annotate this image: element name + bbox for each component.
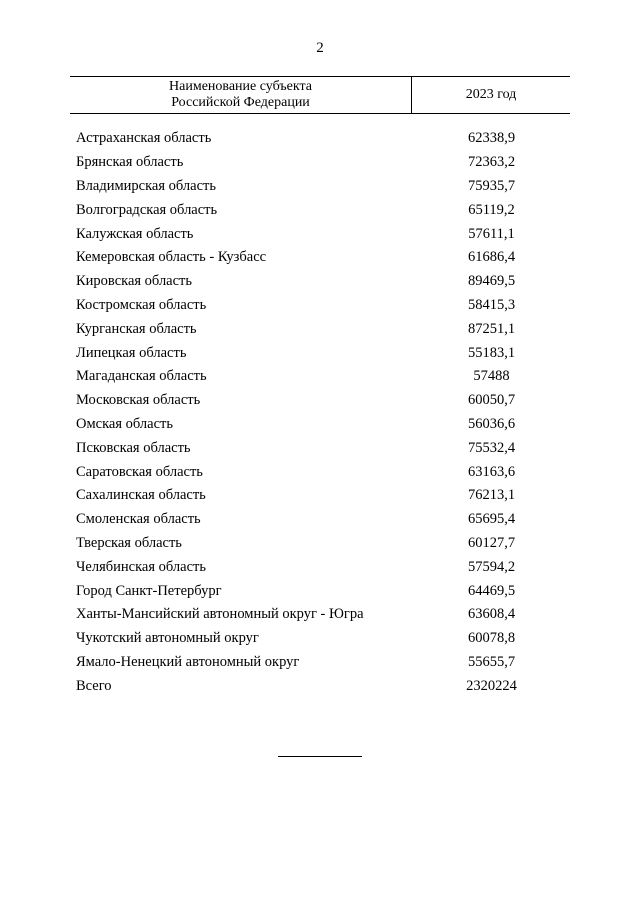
table-row bbox=[70, 508, 570, 532]
region-value: 60078,8 bbox=[467, 630, 516, 647]
table-row bbox=[70, 270, 570, 294]
table-row bbox=[70, 341, 570, 365]
header-region-name bbox=[70, 77, 412, 113]
region-value: 55655,7 bbox=[467, 653, 516, 670]
page-number: 2 bbox=[316, 40, 324, 56]
header-year: 2023 год bbox=[465, 87, 517, 102]
table-row bbox=[70, 246, 570, 270]
table-row bbox=[70, 317, 570, 341]
region-name: Ханты-Мансийский автономный округ - Югра bbox=[76, 606, 364, 623]
region-value: 87251,1 bbox=[467, 320, 516, 337]
region-name: Брянская область bbox=[76, 154, 184, 171]
region-value: 63163,6 bbox=[467, 463, 516, 480]
region-name: Магаданская область bbox=[76, 368, 207, 385]
region-value: 89469,5 bbox=[467, 273, 516, 290]
table-row bbox=[70, 151, 570, 175]
region-name: Калужская область bbox=[76, 225, 194, 242]
table-row bbox=[70, 294, 570, 318]
table-row bbox=[70, 436, 570, 460]
table-row bbox=[70, 484, 570, 508]
region-value: 64469,5 bbox=[467, 582, 516, 599]
table-row bbox=[70, 127, 570, 151]
table-row bbox=[70, 651, 570, 675]
region-value: 58415,3 bbox=[467, 296, 516, 313]
region-value: 2320224 bbox=[466, 677, 517, 694]
table-row bbox=[70, 555, 570, 579]
region-name: Московская область bbox=[76, 392, 201, 409]
table-row bbox=[70, 175, 570, 199]
table-row bbox=[70, 627, 570, 651]
region-value: 55183,1 bbox=[467, 344, 516, 361]
table-row bbox=[70, 222, 570, 246]
region-name: Астраханская область bbox=[76, 130, 212, 147]
region-name: Омская область bbox=[76, 415, 173, 432]
region-value: 65695,4 bbox=[467, 511, 516, 528]
region-name: Ямало-Ненецкий автономный округ bbox=[76, 653, 300, 670]
region-value: 57488 bbox=[473, 368, 510, 385]
region-value: 61686,4 bbox=[467, 249, 516, 266]
header-region-name-line1: Наименование субъекта bbox=[169, 79, 312, 94]
table-row bbox=[70, 365, 570, 389]
region-name: Владимирская область bbox=[76, 177, 216, 194]
region-name: Тверская область bbox=[76, 534, 182, 551]
region-name: Волгоградская область bbox=[76, 201, 218, 218]
table-body bbox=[70, 127, 570, 698]
region-name: Костромская область bbox=[76, 296, 207, 313]
region-value: 60050,7 bbox=[467, 392, 516, 409]
region-value: 65119,2 bbox=[468, 201, 515, 218]
region-name: Смоленская область bbox=[76, 511, 201, 528]
table-row bbox=[70, 460, 570, 484]
region-value: 75935,7 bbox=[467, 177, 516, 194]
closing-divider bbox=[278, 756, 362, 757]
region-value: 56036,6 bbox=[467, 415, 516, 432]
region-value: 62338,9 bbox=[467, 130, 516, 147]
table-row bbox=[70, 674, 570, 698]
region-value: 57594,2 bbox=[467, 558, 516, 575]
region-name: Саратовская область bbox=[76, 463, 203, 480]
region-name: Челябинская область bbox=[76, 558, 206, 575]
region-value: 72363,2 bbox=[467, 154, 516, 171]
region-value: 76213,1 bbox=[467, 487, 516, 504]
region-name: Курганская область bbox=[76, 320, 197, 337]
region-name: Город Санкт-Петербург bbox=[76, 582, 222, 599]
table-row bbox=[70, 532, 570, 556]
region-value: 57611,1 bbox=[468, 225, 515, 242]
region-value: 75532,4 bbox=[467, 439, 516, 456]
table-row bbox=[70, 413, 570, 437]
table-row bbox=[70, 389, 570, 413]
table-row bbox=[70, 198, 570, 222]
table-header bbox=[70, 76, 570, 114]
region-name: Липецкая область bbox=[76, 344, 187, 361]
table-row bbox=[70, 579, 570, 603]
region-name: Сахалинская область bbox=[76, 487, 206, 504]
table-row bbox=[70, 603, 570, 627]
header-region-name-line2: Российской Федерации bbox=[171, 95, 310, 110]
region-name: Чукотский автономный округ bbox=[76, 630, 259, 647]
region-name: Кемеровская область - Кузбасс bbox=[76, 249, 267, 266]
region-value: 60127,7 bbox=[467, 534, 516, 551]
region-name: Кировская область bbox=[76, 273, 193, 290]
region-name: Псковская область bbox=[76, 439, 191, 456]
region-value: 63608,4 bbox=[467, 606, 516, 623]
region-name: Всего bbox=[76, 677, 112, 694]
